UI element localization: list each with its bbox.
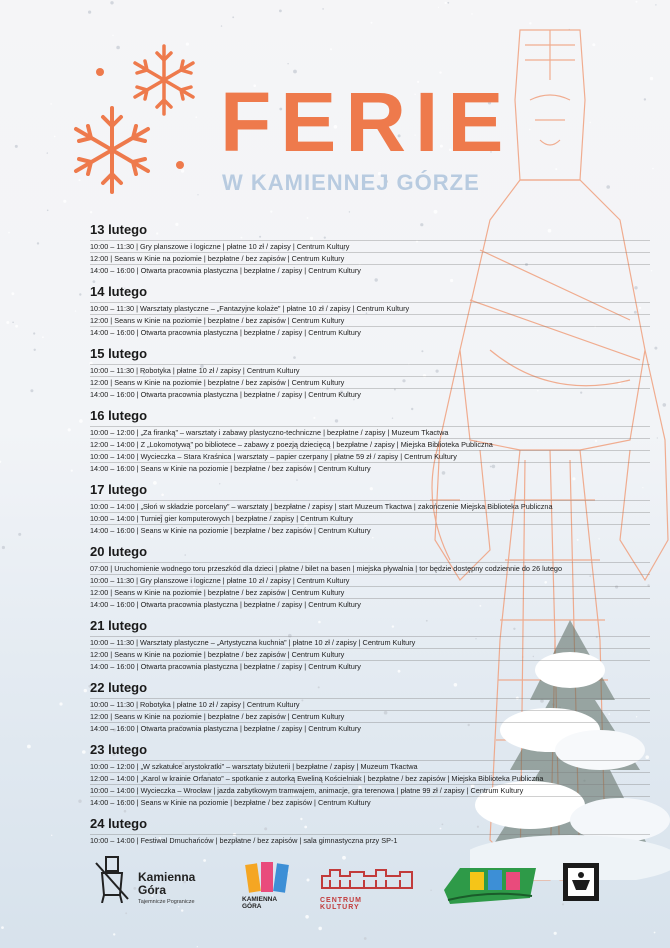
event-item: 14:00 – 16:00 | Otwarta pracownia plastyczna | bezpłatne / zapisy | Centrum Kultury	[90, 722, 650, 734]
sponsor-logos	[0, 848, 670, 918]
museum-logo	[440, 860, 540, 908]
kamienna-gora-logo	[92, 853, 212, 913]
event-item: 10:00 – 11:30 | Warsztaty plastyczne – „Fantazyjne kolaże” | płatne 10 zł / zapisy | Centrum Kultury	[90, 302, 650, 314]
mbp-logo	[238, 860, 298, 912]
event-item: 14:00 – 16:00 | Seans w Kinie na poziomie | bezpłatne / bez zapisów | Centrum Kultury	[90, 524, 650, 536]
day-date: 16 lutego	[90, 408, 148, 423]
day-date: 14 lutego	[90, 284, 148, 299]
event-item: 10:00 – 14:00 | Turniej gier komputerowych | bezpłatne / zapisy | Centrum Kultury	[90, 512, 650, 524]
day-date: 15 lutego	[90, 346, 148, 361]
day-block	[90, 618, 650, 672]
centrum-kultury-logo-text-2: KULTURY	[320, 904, 360, 911]
centrum-kultury-logo	[320, 868, 415, 911]
event-item: 12:00 | Seans w Kinie na poziomie | bezpłatne / bez zapisów | Centrum Kultury	[90, 314, 650, 326]
books-icon	[243, 860, 293, 894]
event-item: 14:00 – 16:00 | Seans w Kinie na poziomie | bezpłatne / bez zapisów | Centrum Kultury	[90, 796, 650, 808]
day-block	[90, 680, 650, 734]
event-item: 07:00 | Uruchomienie wodnego toru przeszkód dla dzieci | płatne / bilet na basen | miejska pływalnia | tor będzie dostępny codziennie do 26 lutego	[90, 562, 650, 574]
mbp-logo-text: KAMIENNA GÓRA	[242, 896, 277, 910]
event-item: 10:00 – 11:30 | Robotyka | płatne 10 zł / zapisy | Centrum Kultury	[90, 698, 650, 710]
event-item: 14:00 – 16:00 | Otwarta pracownia plastyczna | bezpłatne / zapisy | Centrum Kultury	[90, 326, 650, 338]
day-date: 13 lutego	[90, 222, 148, 237]
day-block	[90, 544, 650, 610]
event-item: 14:00 – 16:00 | Otwarta pracownia plastyczna | bezpłatne / zapisy | Centrum Kultury	[90, 388, 650, 400]
sport-center-icon	[562, 862, 600, 902]
day-block	[90, 284, 650, 338]
event-item: 12:00 | Seans w Kinie na poziomie | bezpłatne / bez zapisów | Centrum Kultury	[90, 586, 650, 598]
event-item: 10:00 – 12:00 | „Za firanką” – warsztaty i zabawy plastyczno-techniczne | bezpłatne / zapisy | Muzeum Tkactwa	[90, 426, 650, 438]
day-date: 24 lutego	[90, 816, 148, 831]
museum-icon	[440, 860, 540, 908]
event-item: 14:00 – 16:00 | Otwarta pracownia plastyczna | bezpłatne / zapisy | Centrum Kultury	[90, 598, 650, 610]
kamienna-gora-tagline: Tajemnicze Pogranicze	[138, 899, 195, 905]
day-block	[90, 346, 650, 400]
day-block	[90, 222, 650, 276]
event-item: 10:00 – 11:30 | Gry planszowe i logiczne | płatne 10 zł / zapisy | Centrum Kultury	[90, 240, 650, 252]
day-block	[90, 742, 650, 808]
day-block	[90, 482, 650, 536]
event-item: 10:00 – 14:00 | Wycieczka – Stara Kraśnica | warsztaty – papier czerpany | płatne 59 zł / zapisy | Centrum Kultury	[90, 450, 650, 462]
schedule-list	[90, 222, 650, 854]
event-item: 12:00 | Seans w Kinie na poziomie | bezpłatne / bez zapisów | Centrum Kultury	[90, 376, 650, 388]
building-icon	[320, 868, 414, 890]
knight-icon	[92, 853, 132, 903]
day-date: 21 lutego	[90, 618, 148, 633]
snowflake-small-icon	[135, 46, 193, 114]
event-item: 12:00 – 14:00 | „Karol w krainie Orfanato” – spotkanie z autorką Eweliną Kościelniak | bezpłatne / bez zapisów | Miejska Biblioteka Publiczna	[90, 772, 650, 784]
day-date: 20 lutego	[90, 544, 148, 559]
day-date: 22 lutego	[90, 680, 148, 695]
event-item: 14:00 – 16:00 | Seans w Kinie na poziomie | bezpłatne / bez zapisów | Centrum Kultury	[90, 462, 650, 474]
kamienna-gora-logo-line1: Kamienna	[138, 870, 196, 884]
event-item: 10:00 – 14:00 | „Słoń w składzie porcelany” – warsztaty | bezpłatne / zapisy | start Muzeum Tkactwa | zakończenie Miejska Biblioteka Publiczna	[90, 500, 650, 512]
kamienna-gora-logo-line2: Góra	[138, 883, 167, 897]
snowflake-large-icon	[76, 108, 148, 192]
event-item: 12:00 | Seans w Kinie na poziomie | bezpłatne / bez zapisów | Centrum Kultury	[90, 648, 650, 660]
event-item: 10:00 – 11:30 | Robotyka | płatne 10 zł / zapisy | Centrum Kultury	[90, 364, 650, 376]
centrum-kultury-logo-text-1: CENTRUM	[320, 897, 362, 904]
event-item: 12:00 | Seans w Kinie na poziomie | bezpłatne / bez zapisów | Centrum Kultury	[90, 710, 650, 722]
event-item: 12:00 | Seans w Kinie na poziomie | bezpłatne / bez zapisów | Centrum Kultury	[90, 252, 650, 264]
event-item: 14:00 – 16:00 | Otwarta pracownia plastyczna | bezpłatne / zapisy | Centrum Kultury	[90, 264, 650, 276]
event-item: 12:00 – 14:00 | Z „Lokomotywą” po bibliotece – zabawy z poezją dziecięcą | bezpłatne / zapisy | Miejska Biblioteka Publiczna	[90, 438, 650, 450]
day-block	[90, 816, 650, 846]
day-date: 23 lutego	[90, 742, 148, 757]
page-subtitle: W KAMIENNEJ GÓRZE	[222, 170, 480, 195]
day-date: 17 lutego	[90, 482, 148, 497]
event-item: 10:00 – 11:30 | Warsztaty plastyczne – „Artystyczna kuchnia” | płatne 10 zł / zapisy | Centrum Kultury	[90, 636, 650, 648]
event-item: 10:00 – 14:00 | Wycieczka – Wrocław | jazda zabytkowym tramwajem, animacje, gra terenowa | płatne 99 zł / zapisy | Centrum Kultury	[90, 784, 650, 796]
day-block	[90, 408, 650, 474]
event-item: 14:00 – 16:00 | Otwarta pracownia plastyczna | bezpłatne / zapisy | Centrum Kultury	[90, 660, 650, 672]
event-item: 10:00 – 14:00 | Festiwal Dmuchańców | bezpłatne / bez zapisów | sala gimnastyczna przy SP-1	[90, 834, 650, 846]
snowflakes-decoration	[60, 40, 210, 200]
event-item: 10:00 – 12:00 | „W szkatułce arystokratki” – warsztaty biżuterii | bezpłatne / zapisy | Muzeum Tkactwa	[90, 760, 650, 772]
page-title: FERIE	[220, 75, 513, 169]
sport-logo	[562, 862, 600, 902]
event-item: 10:00 – 11:30 | Gry planszowe i logiczne | płatne 10 zł / zapisy | Centrum Kultury	[90, 574, 650, 586]
